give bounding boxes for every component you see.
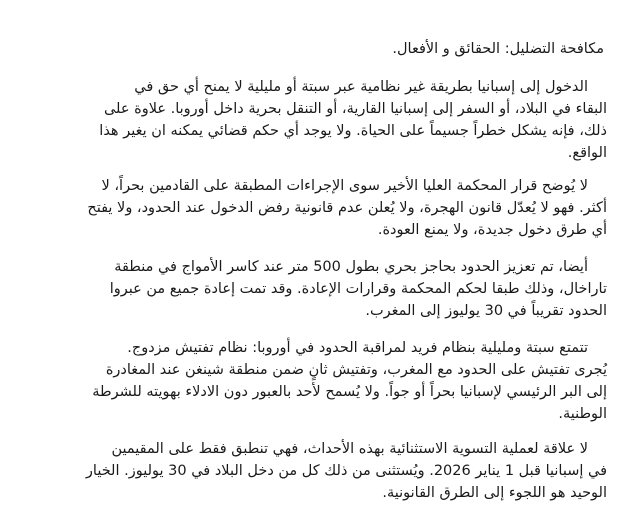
paragraph-line: في إسبانيا قبل 1 يناير 2026. ويُستثنى من ذلك كل من دخل البلاد في 30 يوليوز. الخيار — [85, 463, 607, 479]
paragraph-line: لا يُوضح قرار المحكمة العليا الأخير سوى الإجراءات المطبقة على القادمين بحراً، لا — [101, 178, 588, 194]
paragraph-line: الوطنية. — [558, 406, 607, 422]
paragraph-regularization — [17, 438, 607, 504]
paragraph-line: إلى البر الرئيسي لإسبانيا بحراً أو جواً. ولا يُسمح لأحد بالعبور دون الادلاء بهويته للشرطة — [92, 384, 607, 400]
paragraph-line: تاراخال، وذلك طبقا لحكم المحكمة وقرارات الإعادة. وقد تمت إعادة جميع من عبروا — [109, 281, 607, 297]
paragraph-line: البقاء في البلاد، أو السفر إلى إسبانيا القارية، أو التنقل بحرية داخل أوروبا. علاوة على — [103, 101, 607, 117]
paragraph-line: الدخول إلى إسبانيا بطريقة غير نظامية عبر سبتة أو مليلية لا يمنح أي حق في — [134, 79, 588, 95]
paragraph-line: الوحيد هو اللجوء إلى الطرق القانونية. — [382, 485, 607, 501]
paragraph-double-check — [17, 337, 607, 425]
paragraph-line: الحدود تقريباً في 30 يوليوز إلى المغرب. — [365, 303, 607, 319]
paragraph-border-barrier — [17, 256, 607, 322]
document-title: مكافحة التضليل: الحقائق و الأفعال. — [392, 41, 604, 57]
paragraph-line: تتمتع سبتة ومليلية بنظام فريد لمراقبة الحدود في أوروبا: نظام تفتيش مزدوج. — [127, 340, 588, 356]
paragraph-line: لا علاقة لعملية التسوية الاستثنائية بهذه الأحداث، فهي تنطبق فقط على المقيمين — [111, 441, 588, 457]
paragraph-line: يُجرى تفتيش على الحدود مع المغرب، وتفتيش ثانٍ ضمن منطقة شينغن عند المغادرة — [105, 362, 607, 378]
paragraph-line: ذلك، فإنه يشكل خطراً جسيماً على الحياة. ولا يوجد أي حكم قضائي يمكنه ان يغير هذا — [99, 123, 607, 139]
paragraph-entry-rights — [17, 76, 607, 164]
paragraph-line: أي طرق دخول جديدة، ولا يمنع العودة. — [377, 222, 607, 238]
paragraph-line: الواقع. — [567, 145, 607, 161]
paragraph-supreme-court — [17, 175, 607, 241]
paragraph-line: أيضا، تم تعزيز الحدود بحاجز بحري بطول 500 متر عند كاسر الأمواج في منطقة — [114, 259, 588, 275]
paragraph-line: أكثر. فهو لا يُعدّل قانون الهجرة، ولا يُعلن عدم قانونية رفض الدخول عند الحدود، ولا يفتح — [87, 200, 607, 216]
